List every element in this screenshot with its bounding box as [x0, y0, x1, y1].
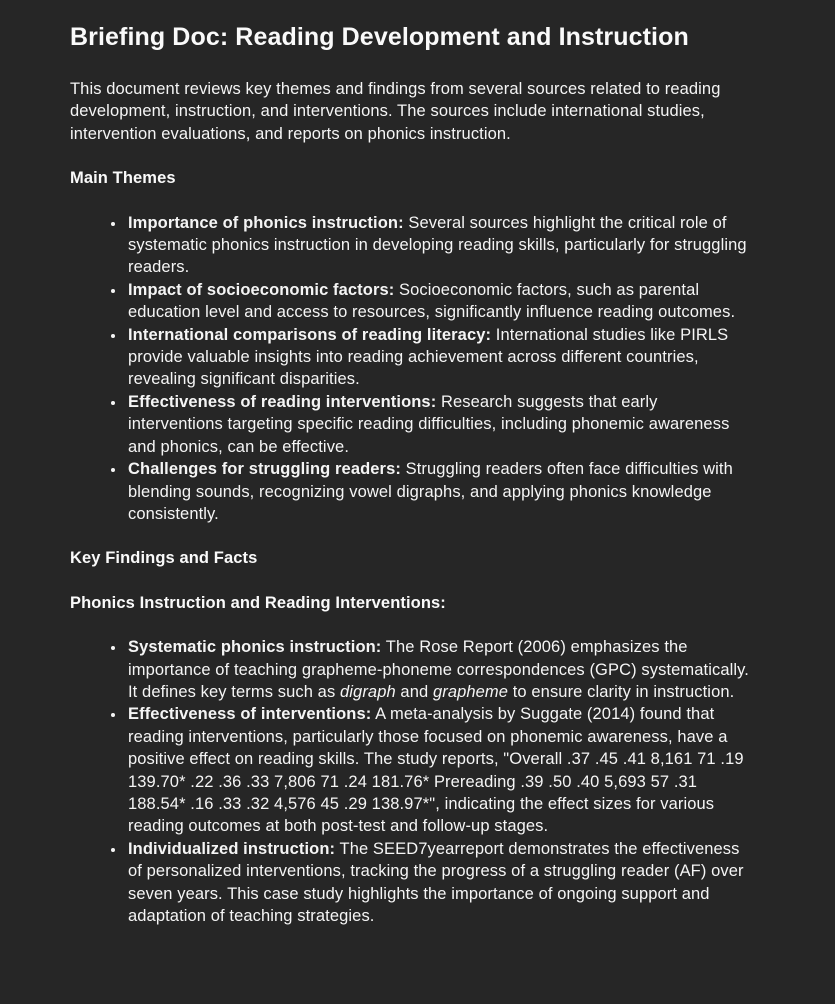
list-item-systematic-phonics: [126, 636, 753, 703]
list-item-international-comparisons: [126, 324, 753, 391]
bullet-text: The SEED7yearreport demonstrates the effectiveness of personalized interventions, tracking the progress of a struggling reader (AF) over seven years. This case study highlights the importance of ongoing support and adaptation of teaching strategies.: [128, 839, 744, 925]
bullet-label: Challenges for struggling readers:: [128, 460, 401, 479]
bullet-text: Research suggests that early interventions targeting specific reading difficulties, including phonemic awareness and phonics, can be effective.: [128, 392, 730, 456]
italic-term-digraph: digraph: [340, 682, 396, 701]
bullet-text: to ensure clarity in instruction.: [508, 682, 735, 701]
list-item-individualized-instruction: [126, 838, 753, 928]
section-heading-key-findings: Key Findings and Facts: [70, 549, 258, 568]
section-heading-main-themes: Main Themes: [70, 169, 176, 188]
list-item-effectiveness-meta-analysis: [126, 703, 753, 837]
bullet-label: International comparisons of reading literacy:: [128, 325, 492, 344]
bullet-text: and: [395, 682, 433, 701]
bullet-label: Impact of socioeconomic factors:: [128, 280, 395, 299]
italic-term-grapheme: grapheme: [432, 682, 509, 701]
bullet-text: The Rose Report (2006) emphasizes the importance of teaching grapheme-phoneme correspondences (GPC) systematically. It defines key terms such as: [128, 638, 749, 701]
bullet-label: Effectiveness of reading interventions:: [128, 392, 437, 411]
key-findings-list: [70, 636, 753, 927]
bullet-label: Importance of phonics instruction:: [128, 213, 404, 232]
bullet-text: Struggling readers often face difficulties with blending sounds, recognizing vowel digraphs, and applying phonics knowledge consistently.: [128, 460, 733, 523]
intro-paragraph: This document reviews key themes and findings from several sources related to reading development, instruction, and interventions. The sources include international studies, intervention evaluations, and reports on phonics instruction.: [70, 80, 721, 143]
bullet-text: International studies like PIRLS provide valuable insights into reading achievement across different countries, revealing significant disparities.: [128, 325, 729, 389]
bullet-text: A meta-analysis by Suggate (2014) found that reading interventions, particularly those focused on phonemic awareness, have a positive effect on reading skills. The study reports, "Overall .37 .45 .41 8,161 71 .19 139.70* .22 .36 .33 7,806 71 .24 181.76* Prereading .39 .50 .40 5,693 57 .31 188.54* .16 .33 .32 4,576 45 .29 138.97*", indicating the effect sizes for various reading outcomes at both post-test and follow-up stages.: [128, 705, 744, 836]
list-item-importance-of-phonics: [126, 212, 753, 279]
list-item-effectiveness-of-interventions: [126, 391, 753, 458]
list-item-challenges-struggling-readers: [126, 458, 753, 525]
bullet-text: Socioeconomic factors, such as parental education level and access to resources, significantly influence reading outcomes.: [128, 280, 736, 322]
main-themes-list: [70, 212, 753, 526]
bullet-label: Individualized instruction:: [128, 839, 336, 858]
bullet-label: Systematic phonics instruction:: [128, 638, 382, 657]
subsection-heading-phonics-interventions: Phonics Instruction and Reading Interventions:: [70, 593, 446, 612]
bullet-label: Effectiveness of interventions:: [128, 705, 372, 724]
document-title: Briefing Doc: Reading Development and Instruction: [70, 23, 689, 51]
bullet-text: Several sources highlight the critical role of systematic phonics instruction in developing reading skills, particularly for struggling readers.: [128, 213, 747, 277]
list-item-socioeconomic-factors: [126, 279, 753, 324]
